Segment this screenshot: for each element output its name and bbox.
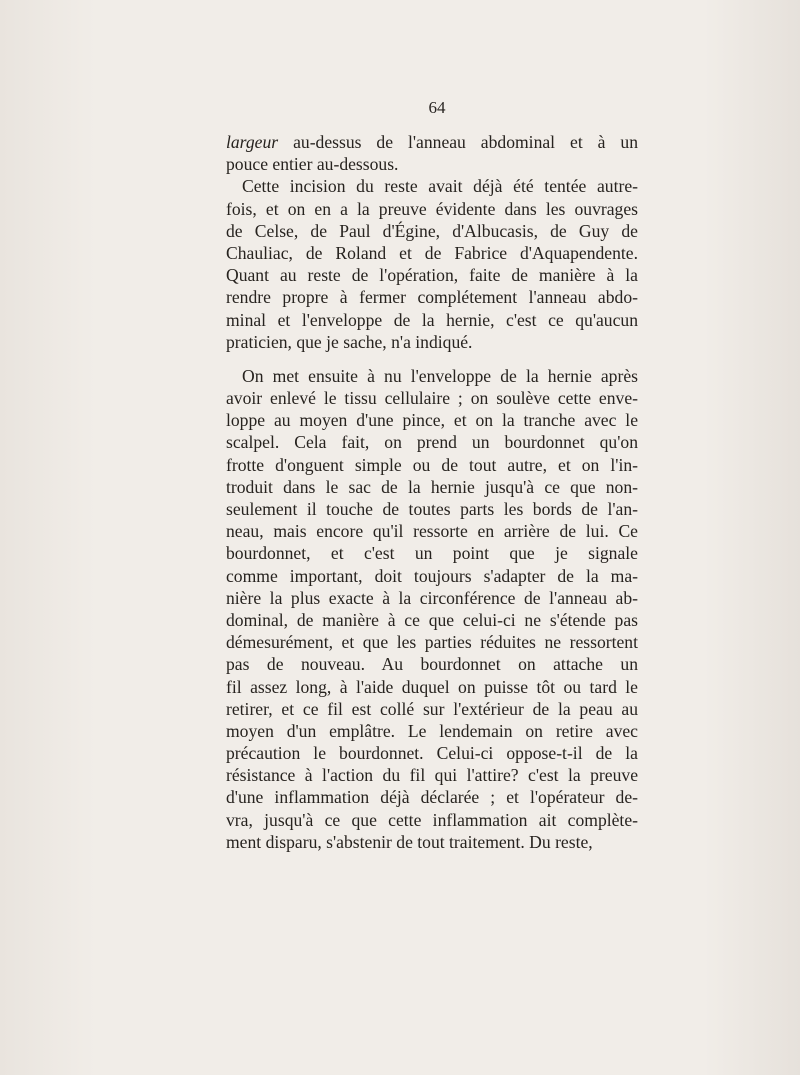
italic-word: largeur: [226, 132, 279, 152]
text-line: comme important, doit toujours s'adapter de la ma-: [226, 565, 638, 586]
page-number: 64: [428, 98, 446, 117]
text-line: de Celse, de Paul d'Égine, d'Albucasis, de Guy de: [226, 220, 638, 241]
text-line: précaution le bourdonnet. Celui-ci oppose-t-il de la: [226, 743, 638, 764]
text-line: neau, mais encore qu'il ressorte en arrière de lui. Ce: [226, 521, 638, 542]
text-line: démesurément, et que les parties réduites ne ressortent: [226, 632, 638, 653]
text-line: [226, 131, 638, 153]
text-line: minal et l'enveloppe de la hernie, c'est ce qu'aucun: [226, 309, 638, 330]
paragraph-gap: [226, 353, 638, 365]
text-line: d'une inflammation déjà déclarée ; et l'opérateur de-: [226, 787, 638, 808]
text-line: bourdonnet, et c'est un point que je signale: [226, 543, 638, 564]
text-line: retirer, et ce fil est collé sur l'extérieur de la peau au: [226, 698, 638, 719]
text-line: nière la plus exacte à la circonférence de l'anneau ab-: [226, 587, 638, 608]
paragraph: [226, 365, 638, 853]
text-line: scalpel. Cela fait, on prend un bourdonnet qu'on: [226, 432, 638, 453]
text-line: praticien, que je sache, n'a indiqué.: [226, 331, 473, 352]
text-line: troduit dans le sac de la hernie jusqu'à ce que non-: [226, 476, 638, 497]
text-line: loppe au moyen d'une pince, et on la tranche avec le: [226, 410, 638, 431]
line-text: au-dessus de l'anneau abdominal et à un: [278, 132, 638, 152]
paragraph: [226, 175, 638, 353]
text-line: fil assez long, à l'aide duquel on puisse tôt ou tard le: [226, 676, 638, 697]
text-line: frotte d'onguent simple ou de tout autre, et on l'in-: [226, 454, 638, 475]
text-line: Quant au reste de l'opération, faite de manière à la: [226, 265, 638, 286]
text-line: ment disparu, s'abstenir de tout traitement. Du reste,: [226, 831, 593, 852]
text-line: rendre propre à fermer complétement l'anneau abdo-: [226, 287, 638, 308]
text-line: vra, jusqu'à ce que cette inflammation ait complète-: [226, 809, 638, 830]
text-line: dominal, de manière à ce que celui-ci ne s'étende pas: [226, 609, 638, 630]
text-line: résistance à l'action du fil qui l'attire? c'est la preuve: [226, 765, 638, 786]
text-line: seulement il touche de toutes parts les bords de l'an-: [226, 499, 638, 519]
text-line: avoir enlevé le tissu cellulaire ; on soulève cette enve-: [226, 388, 638, 409]
paragraph: [226, 131, 638, 175]
text-line: pouce entier au-dessous.: [226, 154, 399, 175]
text-line: fois, et on en a la preuve évidente dans les ouvrages: [226, 198, 638, 219]
text-line: Cette incision du reste avait déjà été tentée autre-: [242, 176, 638, 197]
text-line: On met ensuite à nu l'enveloppe de la hernie après: [242, 365, 638, 386]
text-line: pas de nouveau. Au bourdonnet on attache un: [226, 654, 638, 675]
text-line: Chauliac, de Roland et de Fabrice d'Aquapendente.: [226, 242, 638, 263]
body-text: [226, 131, 638, 853]
text-line: moyen d'un emplâtre. Le lendemain on retire avec: [226, 720, 638, 741]
